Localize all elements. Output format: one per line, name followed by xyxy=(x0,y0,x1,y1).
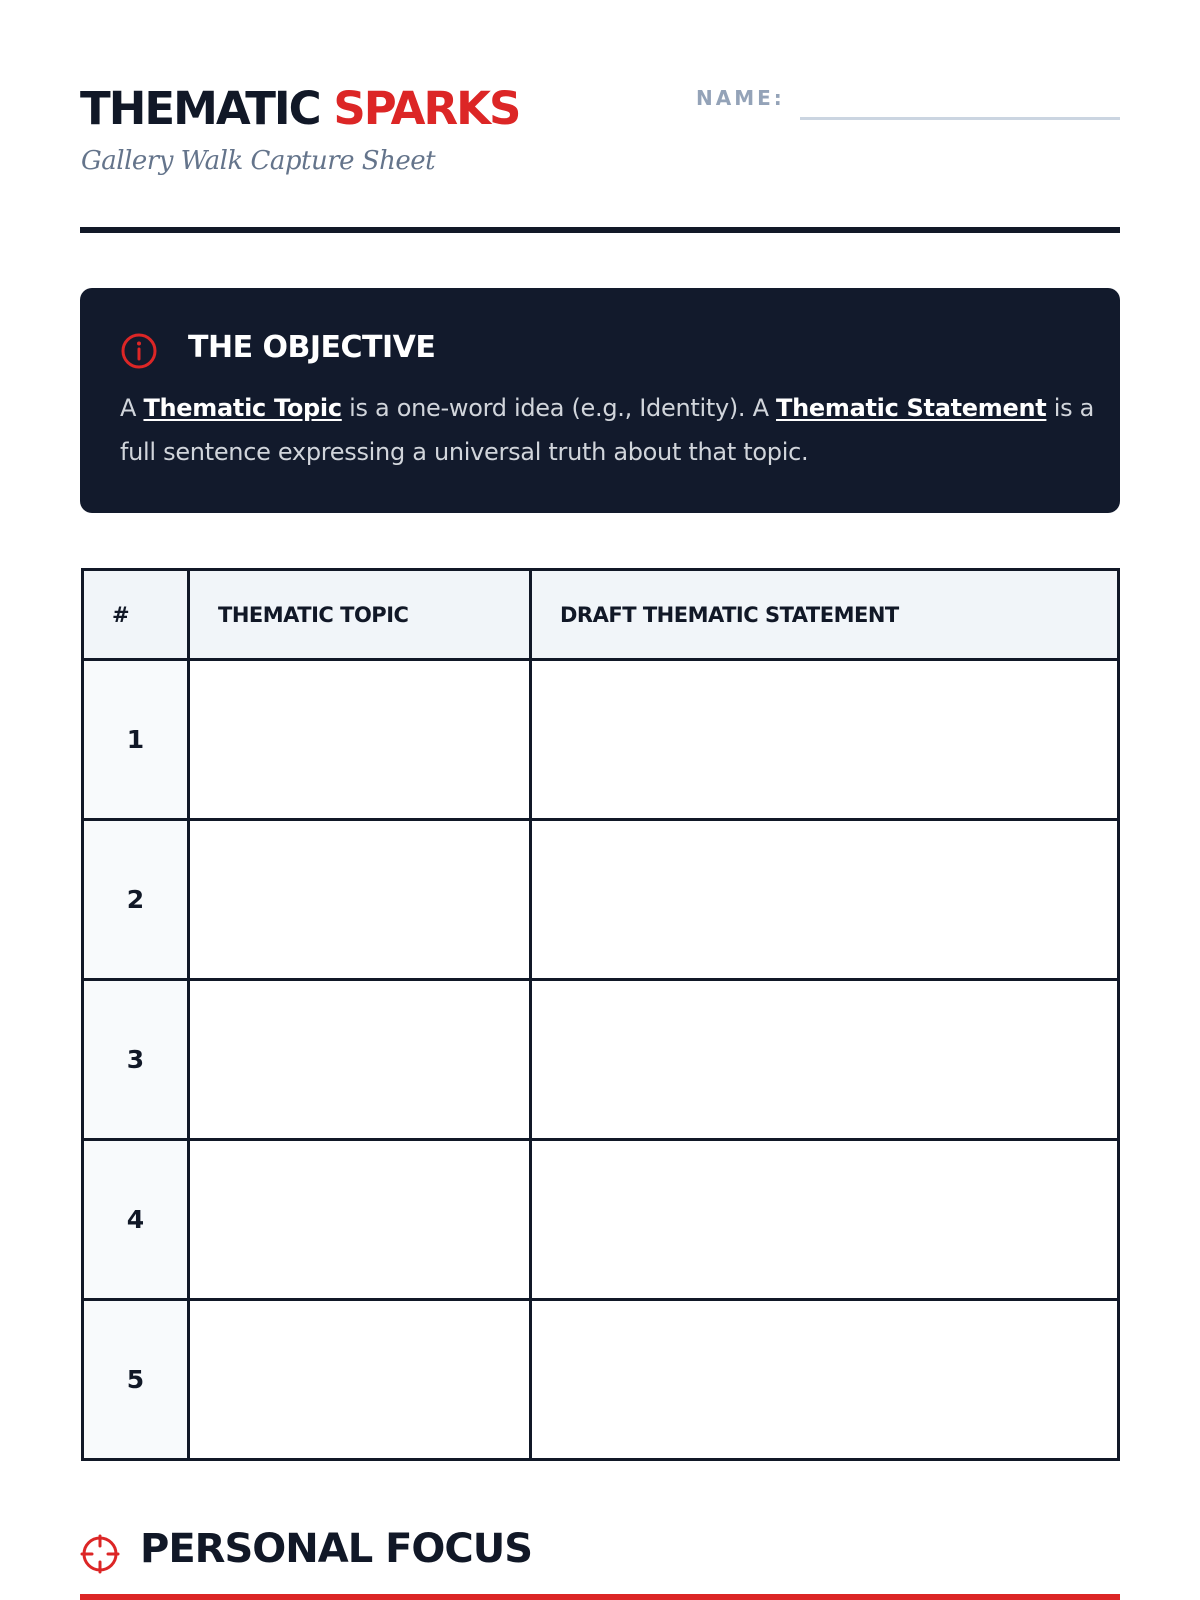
column-header-statement: DRAFT THEMATIC STATEMENT xyxy=(531,570,1119,660)
row-number: 4 xyxy=(83,1140,189,1300)
title-word-thematic: THEMATIC xyxy=(80,82,320,135)
table-row xyxy=(83,1140,1119,1300)
objective-text-part: A xyxy=(120,394,144,422)
row-number: 3 xyxy=(83,980,189,1140)
statement-cell[interactable] xyxy=(531,980,1119,1140)
objective-panel xyxy=(80,288,1120,513)
page-title xyxy=(80,82,519,136)
table-row xyxy=(83,980,1119,1140)
objective-text xyxy=(120,386,1100,474)
section-title-personal-focus: PERSONAL FOCUS xyxy=(140,1526,533,1572)
topic-cell[interactable] xyxy=(189,1140,531,1300)
info-circle-icon xyxy=(120,332,158,370)
table-row xyxy=(83,820,1119,980)
statement-cell[interactable] xyxy=(531,1300,1119,1460)
table-row xyxy=(83,660,1119,820)
term-thematic-topic: Thematic Topic xyxy=(143,394,342,422)
topic-cell[interactable] xyxy=(189,980,531,1140)
objective-text-part: is a one-word idea (e.g., Identity). A xyxy=(341,394,777,422)
crosshair-icon xyxy=(80,1534,120,1574)
table-row xyxy=(83,1300,1119,1460)
column-header-topic: THEMATIC TOPIC xyxy=(189,570,531,660)
page-subtitle: Gallery Walk Capture Sheet xyxy=(81,146,436,176)
header-divider xyxy=(80,227,1120,233)
row-number: 5 xyxy=(83,1300,189,1460)
column-header-number: # xyxy=(83,570,189,660)
row-number: 2 xyxy=(83,820,189,980)
term-thematic-statement: Thematic Statement xyxy=(776,394,1047,422)
row-number: 1 xyxy=(83,660,189,820)
topic-cell[interactable] xyxy=(189,820,531,980)
statement-cell[interactable] xyxy=(531,1140,1119,1300)
statement-cell[interactable] xyxy=(531,660,1119,820)
section-divider xyxy=(80,1594,1120,1600)
name-label: NAME: xyxy=(696,86,785,110)
topic-cell[interactable] xyxy=(189,660,531,820)
capture-table xyxy=(81,568,1120,1461)
name-field[interactable] xyxy=(800,117,1120,120)
table-header-row xyxy=(83,570,1119,660)
objective-text-part: is a full sentence expressing a universal truth about that topic. xyxy=(120,394,1095,466)
objective-title: THE OBJECTIVE xyxy=(188,330,436,365)
title-word-sparks: SPARKS xyxy=(333,82,520,135)
statement-cell[interactable] xyxy=(531,820,1119,980)
topic-cell[interactable] xyxy=(189,1300,531,1460)
